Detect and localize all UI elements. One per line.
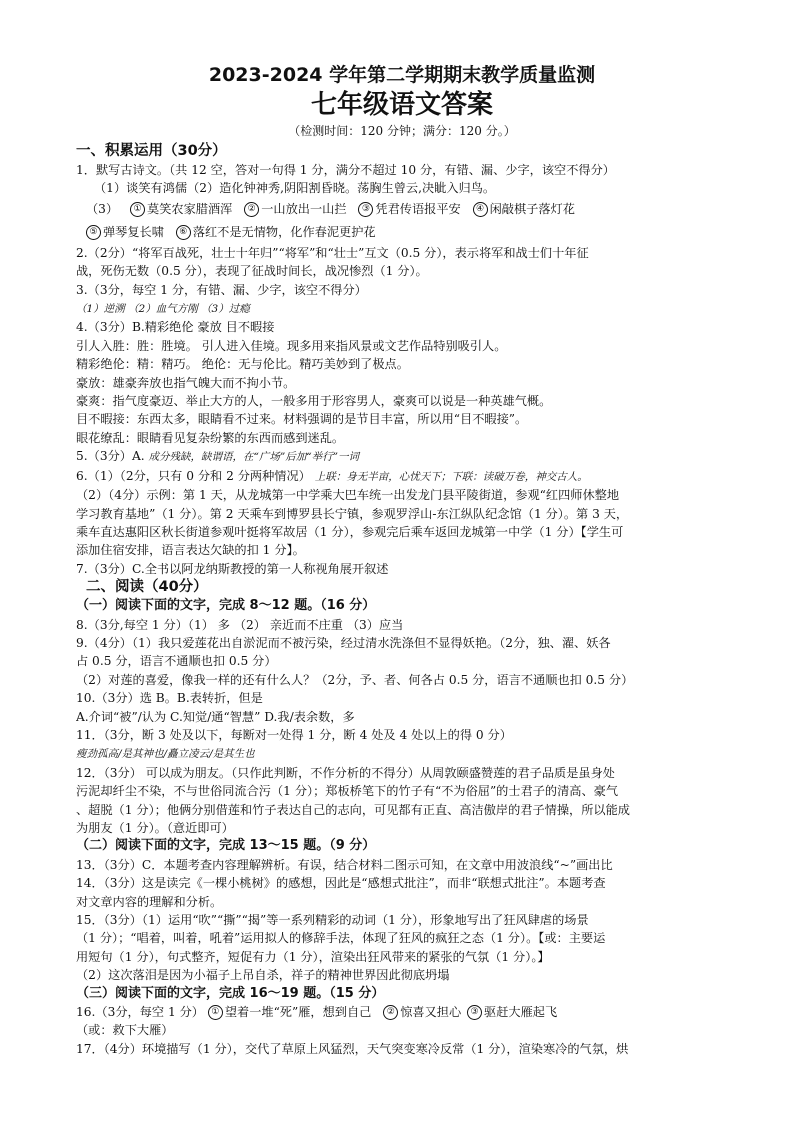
circled-number-1: ① bbox=[130, 202, 145, 217]
poem-line-4: 闲敲棋子落灯花 bbox=[489, 201, 575, 216]
q12-line-2: 污泥却纤尘不染，不与世俗同流合污（1 分）；郑板桥笔下的竹子有“不为俗屈”的士君子的清高、豪气 bbox=[76, 784, 619, 799]
q4-line-4: 豪放：雄豪奔放也指气魄大而不拘小节。 bbox=[76, 375, 296, 390]
q4-line-2: 引人入胜：胜：胜境。 引人进入佳境。现多用来指风景或文艺作品特别吸引人。 bbox=[76, 338, 507, 353]
q1-instruction: 1．默写古诗文。（共 12 空，答对一句得 1 分，满分不超过 10 分，有错、漏、少字，该空不得分） bbox=[76, 163, 615, 177]
q9-line-1: 9.（4分）（1）我只爱莲花出自淤泥而不被污染，经过清水洗涤但不显得妖艳。（2分，独、濯、妖各 bbox=[76, 635, 611, 650]
q6-line-3: 学习教育基地”（1 分）。第 2 天乘车到博罗县长宁镇，参观罗浮山-东江纵队纪念馆（1 分）。第 3 天， bbox=[76, 506, 629, 521]
q16-circled-2: ② bbox=[383, 1005, 398, 1020]
q12-line-1: 12．（3分） 可以成为朋友。（只作此判断，不作分析的不得分）从周敦颐盛赞莲的君子品质是虽身处 bbox=[76, 765, 615, 780]
poem-line-1: 莫笑农家腊酒浑 bbox=[147, 201, 233, 216]
q4-line-5: 豪爽：指气度豪迈、举止大方的人，一般多用于形容男人，豪爽可以说是一种英雄气概。 bbox=[76, 394, 552, 409]
q6-line-4: 乘车直达惠阳区秋长街道参观叶挺将军故居（1 分），参观完后乘车返回龙城第一中学（1 分）【学生可 bbox=[76, 524, 624, 539]
q5-line bbox=[76, 447, 728, 466]
q15-line-4: （2）这次落泪是因为小福子上吊自杀，祥子的精神世界因此彻底坍塌 bbox=[76, 968, 450, 983]
q9-line-3: （2）对莲的喜爱，像我一样的还有什么人？（2分，予、者、何各占 0.5 分，语言不通顺也扣 0.5 分） bbox=[76, 672, 634, 687]
circled-number-3: ③ bbox=[358, 202, 373, 217]
q6-line-5: 添加住宿安排，语言表达欠缺的扣 1 分】。 bbox=[76, 543, 305, 558]
q16-circled-3: ③ bbox=[467, 1005, 482, 1020]
q11-line-2 bbox=[76, 744, 728, 763]
exam-info: （检测时间：120 分钟；满分：120 分。） bbox=[288, 124, 516, 138]
q10-line-1: 10.（3分）选 B。B.表转折，但是 bbox=[76, 691, 263, 706]
q16-line-1 bbox=[76, 1003, 728, 1021]
section1-heading: 一、积累运用（30分） bbox=[76, 143, 227, 159]
q6-prefix: 6.（1）（2分，只有 0 分和 2 分两种情况） bbox=[76, 468, 311, 483]
q1-3-prefix: （3） bbox=[86, 201, 119, 216]
section2-heading: 二、阅读（40分） bbox=[86, 579, 208, 596]
q7-line: 7.（3分）C.全书以阿龙纳斯教授的第一人称视角展开叙述 bbox=[76, 561, 389, 576]
title-line-2: 七年级语文答案 bbox=[310, 90, 493, 120]
q5-prefix: 5.（3分）A. bbox=[76, 449, 145, 464]
q5-note: 成分残缺，缺谓语，在“广场”后加“举行”一词 bbox=[148, 451, 359, 464]
q16-answer-2: 惊喜又担心 bbox=[400, 1005, 462, 1020]
q16-answer-1: 望着一堆“死”雁，想到自己 bbox=[224, 1005, 376, 1020]
q12-line-3: 、超脱（1 分）；他俩分别借莲和竹子表达自己的志向，可见都有正直、高洁傲岸的君子情操，所以能成 bbox=[76, 802, 630, 817]
document-header bbox=[76, 62, 728, 140]
q12-line-4: 为朋友（1 分）。（意近即可） bbox=[76, 821, 234, 835]
q11-answer: 瘦劲孤高/是其神也/矗立凌云/是其生也 bbox=[76, 748, 255, 761]
q6-line-2: （2）（4分）示例：第 1 天，从龙城第一中学乘大巴车统一出发龙门县平陵街道，参观“红四师休整地 bbox=[76, 488, 620, 503]
q3-answers: （1）逆溯 （2）血气方刚 （3）过瘾 bbox=[76, 303, 250, 316]
reading-part3-heading: （三）阅读下面的文字，完成 16～19 题。（15 分） bbox=[76, 985, 385, 1001]
q4-line-1: 4.（3分）B.精彩绝伦 豪放 目不暇接 bbox=[76, 320, 275, 335]
q15-line-2: （1 分）；“唱着，叫着，吼着”运用拟人的修辞手法，体现了狂风的疯狂之态（1 分）。【或：主要运 bbox=[76, 931, 606, 946]
q14-line-1: 14．（3分）这是读完《一棵小桃树》的感想，因此是“感想式批注”，而非“联想式批注”。本题考查 bbox=[76, 876, 606, 891]
circled-number-2: ② bbox=[244, 202, 259, 217]
q2-line-2: 战，死伤无数（0.5 分），表现了征战时间长，战况惨烈（1 分）。 bbox=[76, 264, 428, 279]
poem-line-5: 弹琴复长啸 bbox=[103, 224, 164, 239]
q15-line-3: 用短句（1 分），句式整齐，短促有力（1 分），渲染出狂风带来的紧张的气氛（1 分）。】 bbox=[76, 949, 550, 964]
poem-line-2: 一山放出一山拦 bbox=[261, 201, 347, 216]
poem-line-6: 落红不是无情物，化作春泥更护花 bbox=[192, 224, 376, 239]
circled-number-4: ④ bbox=[473, 202, 488, 217]
q10-line-2: A.介词“被”/认为 C.知觉/通“智慧” D.我/表余数，多 bbox=[76, 709, 355, 724]
q9-line-2: 占 0.5 分，语言不通顺也扣 0.5 分） bbox=[76, 654, 277, 669]
circled-number-5: ⑤ bbox=[86, 225, 101, 240]
poem-line-3: 凭君传语报平安 bbox=[375, 201, 461, 216]
q6-couplet: 上联：身无半亩，心忧天下；下联：读破万卷，神交古人。 bbox=[314, 470, 588, 483]
q1-answers-3-row1 bbox=[76, 198, 728, 221]
q16-line-2: （或：救下大雁） bbox=[76, 1023, 174, 1038]
q4-line-3: 精彩绝伦：精：精巧。 绝伦：无与伦比。精巧美妙到了极点。 bbox=[76, 357, 409, 372]
circled-number-6: ⑥ bbox=[176, 225, 191, 240]
q8-line: 8.（3分,每空 1 分）（1） 多 （2） 亲近而不庄重 （3）应当 bbox=[76, 617, 404, 632]
reading-part2-heading: （二）阅读下面的文字，完成 13～15 题。（9 分） bbox=[76, 838, 376, 854]
q14-line-2: 对文章内容的理解和分析。 bbox=[76, 894, 223, 909]
q1-answers-3-row2 bbox=[76, 221, 728, 244]
q6-line-1 bbox=[76, 467, 728, 486]
reading-part1-heading: （一）阅读下面的文字，完成 8～12 题。（16 分） bbox=[76, 598, 376, 614]
q2-line-1: 2.（2分）“将军百战死，壮士十年归”“将军”和“壮士”互文（0.5 分），表示将军和战士们十年征 bbox=[76, 245, 589, 260]
q16-answer-3: 驱赶大雁起飞 bbox=[484, 1005, 558, 1020]
title-line-1: 2023-2024 学年第二学期期末教学质量监测 bbox=[208, 64, 596, 86]
q16-circled-1: ① bbox=[208, 1005, 223, 1020]
q4-line-7: 眼花缭乱：眼睛看见复杂纷繁的东西而感到迷乱。 bbox=[76, 430, 345, 445]
q15-line-1: 15．（3分）（1）运用“吹”“撕”“揭”等一系列精彩的动词（1 分），形象地写出了狂风肆虐的场景 bbox=[76, 913, 589, 928]
q11-line-1: 11．（3分，断 3 处及以下，每断对一处得 1 分，断 4 处及 4 处以上的得 0 分） bbox=[76, 727, 512, 742]
q17-line: 17．（4分）环境描写（1 分），交代了草原上风猛烈，天气突变寒冷反常（1 分），渲染寒冷的气氛，烘 bbox=[76, 1041, 629, 1056]
q4-line-6: 目不暇接：东西太多，眼睛看不过来。材料强调的是节目丰富，所以用“目不暇接”。 bbox=[76, 412, 528, 427]
q3-line-2 bbox=[76, 299, 728, 318]
q16-prefix: 16.（3分，每空 1 分） bbox=[76, 1005, 204, 1020]
q3-line-1: 3.（3分，每空 1 分，有错、漏、少字，该空不得分） bbox=[76, 282, 367, 297]
q13-line: 13．（3分）C．本题考查内容理解辨析。有误，结合材料二图示可知，在文章中用波浪线“~”画出比 bbox=[76, 857, 613, 872]
q1-answers-1-2: （1）谈笑有鸿儒（2）造化钟神秀,阴阳割昏晓。荡胸生曾云,决眦入归鸟。 bbox=[94, 181, 496, 196]
